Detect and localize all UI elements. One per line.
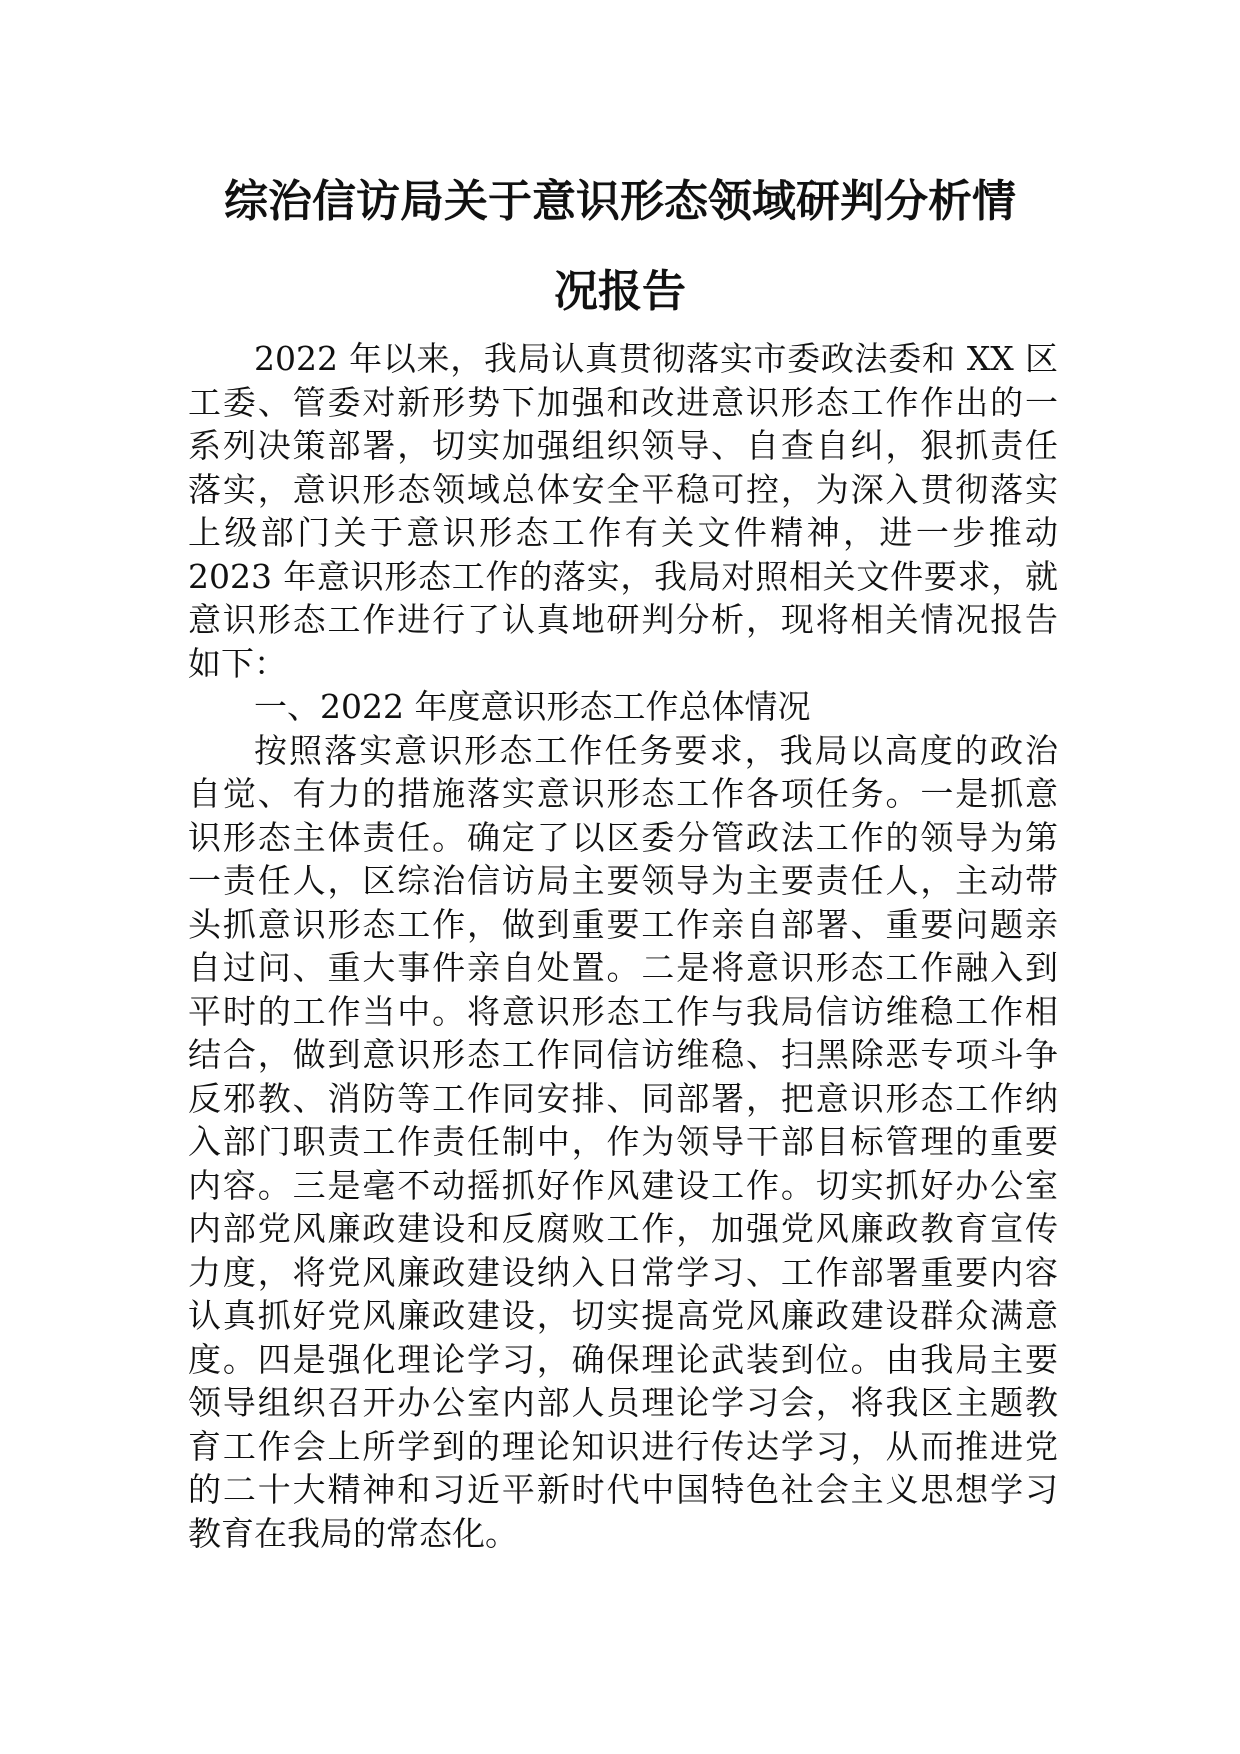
- text-line: 教育在我局的常态化。: [188, 1513, 518, 1553]
- text-line: 反邪教、消防等工作同安排、同部署，把意识形态工作纳: [188, 1078, 1058, 1118]
- text-line: 2022 年以来，我局认真贯彻落实市委政法委和 XX 区: [254, 339, 1058, 378]
- text-line: 自觉、有力的措施落实意识形态工作各项任务。一是抓意: [188, 774, 1058, 813]
- text-line: 系列决策部署，切实加强组织领导、自查自纠，狠抓责任: [188, 426, 1058, 465]
- text-line: 识形态主体责任。确定了以区委分管政法工作的领导为第: [188, 817, 1058, 857]
- text-line: 内容。三是毫不动摇抓好作风建设工作。切实抓好办公室: [188, 1165, 1058, 1205]
- text-line: 内部党风廉政建设和反腐败工作，加强党风廉政教育宣传: [188, 1209, 1058, 1248]
- text-line: 头抓意识形态工作，做到重要工作亲自部署、重要问题亲: [188, 904, 1058, 944]
- text-line: 2023 年意识形态工作的落实，我局对照相关文件要求，就: [188, 556, 1058, 596]
- text-line: 认真抓好党风廉政建设，切实提高党风廉政建设群众满意: [188, 1296, 1058, 1335]
- section-1-paragraph: [188, 729, 1058, 1556]
- document-title-line-2: 况报告: [554, 266, 686, 317]
- section-heading: 一、2022 年度意识形态工作总体情况: [254, 687, 811, 726]
- text-line: 意识形态工作进行了认真地研判分析，现将相关情况报告: [188, 600, 1058, 639]
- text-line: 力度，将党风廉政建设纳入日常学习、工作部署重要内容: [188, 1252, 1058, 1292]
- intro-paragraph: [188, 337, 1058, 685]
- text-line: 一责任人，区综治信访局主要领导为主要责任人，主动带: [188, 861, 1058, 900]
- document-body: [188, 337, 1058, 1555]
- text-line: 按照落实意识形态工作任务要求，我局以高度的政治: [254, 730, 1058, 770]
- text-line: 上级部门关于意识形态工作有关文件精神，进一步推动: [188, 513, 1058, 552]
- text-line: 落实，意识形态领域总体安全平稳可控，为深入贯彻落实: [188, 469, 1058, 509]
- text-line: 自过问、重大事件亲自处置。二是将意识形态工作融入到: [188, 948, 1058, 987]
- text-line: 入部门职责工作责任制中，作为领导干部目标管理的重要: [188, 1122, 1058, 1161]
- text-line: 如下：: [188, 643, 287, 683]
- text-line: 工委、管委对新形势下加强和改进意识形态工作作出的一: [188, 382, 1058, 422]
- text-line: 领导组织召开办公室内部人员理论学习会，将我区主题教: [188, 1383, 1058, 1422]
- document-title-line-1: 综治信访局关于意识形态领域研判分析情: [224, 176, 1016, 227]
- text-line: 育工作会上所学到的理论知识进行传达学习，从而推进党: [188, 1426, 1058, 1466]
- text-line: 平时的工作当中。将意识形态工作与我局信访维稳工作相: [188, 991, 1058, 1031]
- text-line: 结合，做到意识形态工作同信访维稳、扫黑除恶专项斗争: [188, 1035, 1058, 1074]
- text-line: 的二十大精神和习近平新时代中国特色社会主义思想学习: [188, 1470, 1058, 1509]
- text-line: 度。四是强化理论学习，确保理论武装到位。由我局主要: [188, 1339, 1058, 1379]
